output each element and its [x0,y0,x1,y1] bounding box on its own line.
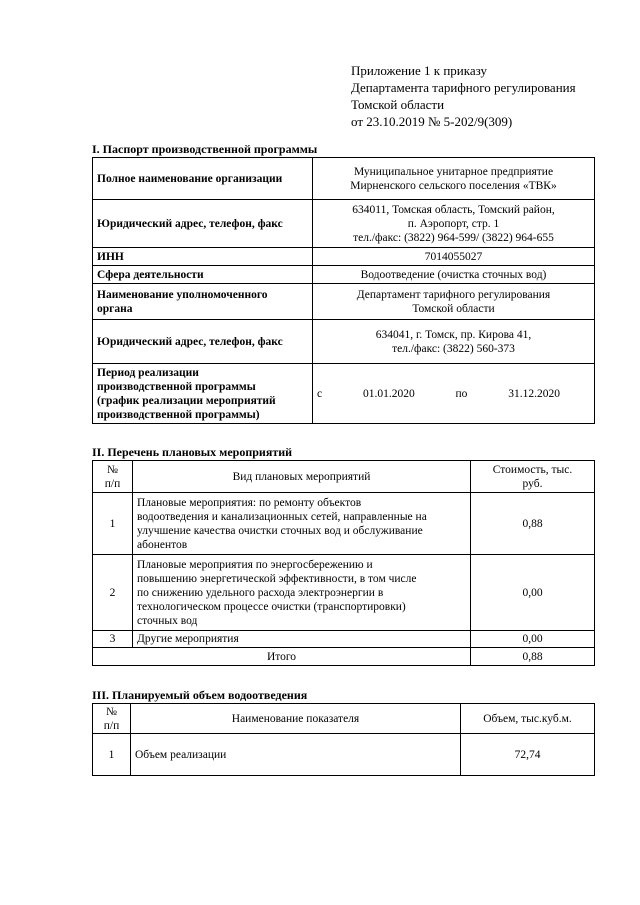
period-label-line-4: производственной программы) [97,408,260,421]
appendix-line-4: от 23.10.2019 № 5-202/9(309) [351,114,513,129]
table-row [93,284,595,320]
inn-label: ИНН [93,248,313,266]
org-name-value [313,158,595,200]
period-label-line-3: (график реализации мероприятий [97,394,276,407]
legal-address-value [313,200,595,248]
org-name-line-1: Муниципальное унитарное предприятие [353,165,554,178]
section2-title: II. Перечень плановых мероприятий [92,445,293,459]
activity-name [133,555,471,631]
row-num: 3 [93,631,133,648]
table-row [93,248,595,266]
activity-type-header: Вид плановых мероприятий [133,461,471,493]
activity-cost: 0,00 [471,631,595,648]
authority-line-1: Департамент тарифного регулирования [356,288,551,301]
cost-header-line-1: Стоимость, тыс. [492,463,573,476]
authority-line-2: Томской области [412,302,495,315]
indicator-header: Наименование показателя [131,704,461,734]
num-header-line-2: п/п [103,719,120,732]
activity-line: технологическом процессе очистки (транспортировки) [137,600,406,613]
inn-value: 7014055027 [313,248,595,266]
activity-line: по снижению удельного расхода электроэнергии в [137,586,384,599]
num-header-line-1: № [107,463,118,476]
table-row [93,200,595,248]
volume-value: 72,74 [461,734,595,776]
activities-table [92,460,595,666]
row-num: 1 [93,734,131,776]
appendix-line-2: Департамента тарифного регулирования [351,80,576,95]
table-row [93,493,595,555]
table-row [93,364,595,424]
period-value [313,364,595,424]
table-row [93,266,595,284]
table-row [93,555,595,631]
address-line-3: тел./факс: (3822) 964-599/ (3822) 964-655 [353,231,554,244]
activity-line: улучшение качества очистки сточных вод и обслуживание [137,524,423,537]
appendix-line-1: Приложение 1 к приказу [351,63,488,78]
address-line-2: п. Аэропорт, стр. 1 [407,217,500,230]
period-to-date: 31.12.2020 [508,387,560,400]
table-row [93,631,595,648]
activity-line: повышению энергетической эффективности, в том числе [137,572,417,585]
section3-title: III. Планируемый объем водоотведения [92,688,308,702]
total-row [93,648,595,666]
period-label [93,364,313,424]
cost-header [471,461,595,493]
num-header [93,704,131,734]
authority-label-line-2: органа [97,302,133,315]
appendix-line-3: Томской области [351,97,445,112]
activity-cost: 0,88 [471,493,595,555]
activity-cost: 0,00 [471,555,595,631]
org-name-line-2: Мирненского сельского поселения «ТВК» [350,179,557,192]
legal-address-label: Юридический адрес, телефон, факс [93,200,313,248]
period-to-word: по [455,387,468,400]
total-value: 0,88 [471,648,595,666]
activity-line: абонентов [137,538,188,551]
org-name-label: Полное наименование организации [93,158,313,200]
table-row [93,320,595,364]
activity-name: Другие мероприятия [133,631,471,648]
num-header-line-1: № [106,705,117,718]
table-row [93,158,595,200]
table-row [93,734,595,776]
appendix-header [351,62,576,130]
authority-address-line-1: 634041, г. Томск, пр. Кирова 41, [375,328,532,341]
volume-header: Объем, тыс.куб.м. [461,704,595,734]
period-from-word: с [317,387,323,400]
table-header-row [93,461,595,493]
authority-label [93,284,313,320]
section1-title: I. Паспорт производственной программы [92,142,318,156]
volume-table [92,703,595,776]
activity-label: Сфера деятельности [93,266,313,284]
authority-address-line-2: тел./факс: (3822) 560-373 [392,342,515,355]
activity-line: водоотведения и канализационных сетей, направленные на [137,510,427,523]
row-num: 2 [93,555,133,631]
table-header-row [93,704,595,734]
authority-address-value [313,320,595,364]
num-header-line-2: п/п [104,477,121,490]
indicator-name: Объем реализации [131,734,461,776]
period-label-line-1: Период реализации [97,366,199,379]
authority-address-label: Юридический адрес, телефон, факс [93,320,313,364]
activity-name [133,493,471,555]
passport-table [92,157,595,424]
authority-value [313,284,595,320]
activity-line: сточных вод [137,614,198,627]
activity-value: Водоотведение (очистка сточных вод) [313,266,595,284]
authority-label-line-1: Наименование уполномоченного [97,288,268,301]
address-line-1: 634011, Томская область, Томский район, [352,203,555,216]
total-label: Итого [93,648,471,666]
period-from-date: 01.01.2020 [362,387,415,400]
num-header [93,461,133,493]
cost-header-line-2: руб. [522,477,543,490]
row-num: 1 [93,493,133,555]
activity-line: Плановые мероприятия: по ремонту объектов [137,496,362,509]
period-label-line-2: производственной программы [97,380,256,393]
activity-line: Плановые мероприятия по энергосбережению и [137,558,373,571]
